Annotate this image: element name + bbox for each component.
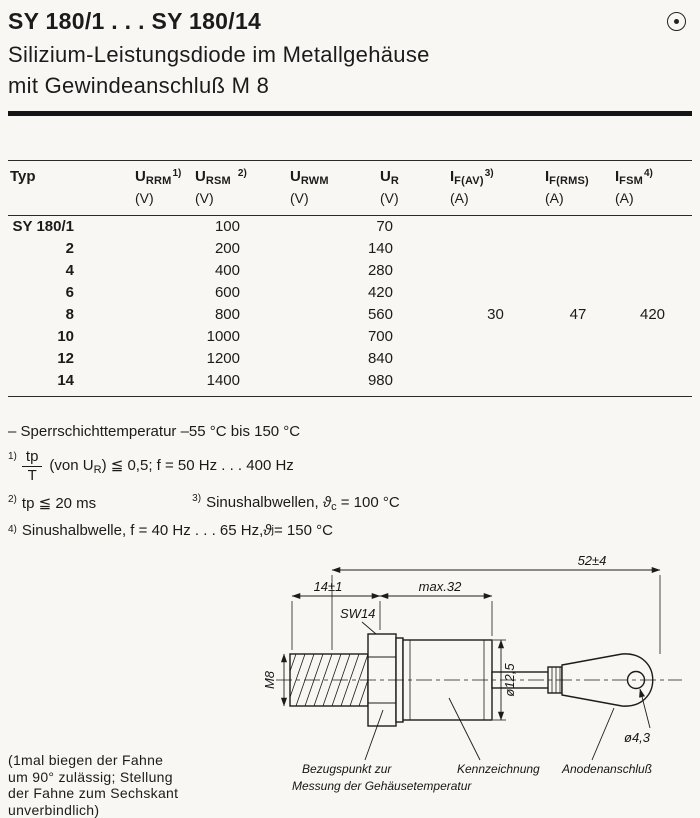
subtitle-line1: Silizium-Leistungsdiode im Metallgehäuse xyxy=(8,40,692,71)
voltage-rwm-r: 280 xyxy=(288,260,448,282)
col-unit: (A) xyxy=(545,190,613,206)
col-label: U xyxy=(380,168,391,185)
current-ifsm xyxy=(613,370,692,397)
current-ifsm xyxy=(613,215,692,238)
col-unit: (V) xyxy=(380,190,448,206)
col-label: I xyxy=(615,168,619,185)
col-header-ifrms: $I_{F(RMS)}$ (A) xyxy=(543,160,613,215)
voltage-rrm-rsm: 600 xyxy=(133,282,288,304)
col-header-ur: $U_R$ (V) xyxy=(378,160,448,215)
footnotes xyxy=(8,423,692,539)
label-reference-point-line2: Messung der Gehäusetemperatur xyxy=(292,779,472,793)
col-label: I xyxy=(450,168,454,185)
type-label: 4 xyxy=(8,261,74,280)
voltage-rwm-r: 420 xyxy=(288,282,448,304)
table-row xyxy=(8,348,692,370)
wrench-leader-line xyxy=(362,622,376,634)
current-if-av xyxy=(448,238,543,260)
table-row xyxy=(8,326,692,348)
current-if-rms xyxy=(543,348,613,370)
col-header-ifsm: $I_{FSM}^{4)}$ (A) xyxy=(613,160,692,215)
col-label: U xyxy=(135,168,146,185)
dim-body-length: max.32 xyxy=(419,579,462,594)
wrench-size-label: SW14 xyxy=(340,606,375,621)
voltage-rwm-r: 560 xyxy=(288,304,448,326)
current-if-av: 30 xyxy=(448,304,543,326)
voltage-rrm-rsm: 1200 xyxy=(133,348,288,370)
col-unit: (V) xyxy=(135,190,193,206)
voltage-rwm-r: 70 xyxy=(288,215,448,238)
bend-note-line: (1mal biegen der Fahne xyxy=(8,752,178,769)
table-row xyxy=(8,215,692,238)
col-header-ifav: $I_{F(AV)}^{3)}$ (A) xyxy=(448,160,543,215)
table-row xyxy=(8,260,692,282)
type-label: 8 xyxy=(8,305,74,324)
page-title: SY 180/1 . . . SY 180/14 xyxy=(8,8,261,35)
current-if-av xyxy=(448,326,543,348)
current-ifsm xyxy=(613,238,692,260)
col-unit: (V) xyxy=(195,190,288,206)
type-label: 6 xyxy=(8,283,74,302)
current-ifsm xyxy=(613,348,692,370)
col-label: U xyxy=(290,168,301,185)
label-anode-connection: Anodenanschluß xyxy=(561,762,652,776)
current-if-rms xyxy=(543,260,613,282)
type-label: 10 xyxy=(8,327,74,346)
current-ifsm xyxy=(613,260,692,282)
bend-note-line: der Fahne zum Sechskant xyxy=(8,785,178,802)
col-label: U xyxy=(195,168,206,185)
col-unit: (A) xyxy=(615,190,692,206)
footnote-2-3-row xyxy=(8,493,692,513)
label-marking: Kennzeichnung xyxy=(457,762,540,776)
voltage-rwm-r: 980 xyxy=(288,370,448,397)
table-row xyxy=(8,238,692,260)
tp-over-t-fraction: $\frac{tp}{T}$ xyxy=(22,449,43,484)
current-ifsm xyxy=(613,282,692,304)
current-if-av xyxy=(448,348,543,370)
current-if-rms xyxy=(543,238,613,260)
footnote-2: $^{2)}$ tp ≦ 20 ms xyxy=(8,494,96,512)
col-header-typ xyxy=(8,160,133,215)
col-header-ursm: $U_{RSM}^{2)}$ (V) xyxy=(193,160,288,215)
footnote-4: 4) Sinushalbwelle, f = 40 Hz . . . 65 Hz, ϑ j = 150 °C xyxy=(8,522,692,539)
package-outline-drawing xyxy=(262,548,692,805)
voltage-rwm-r: 700 xyxy=(288,326,448,348)
current-if-rms xyxy=(543,370,613,397)
circled-dot-icon xyxy=(667,12,686,31)
footnote-1-text: (von $U_R$) ≦ 0,5; f = 50 Hz . . . 400 Hz xyxy=(49,456,293,476)
footnote-1: 1) $\frac{tp}{T}$ (von $U_R$) ≦ 0,5; f = 50 Hz . . . 400 Hz xyxy=(8,449,692,484)
header xyxy=(8,8,692,35)
label-reference-point-line1: Bezugspunkt zur xyxy=(302,762,392,776)
current-if-rms xyxy=(543,282,613,304)
subtitle-line2: mit Gewindeanschluß M 8 xyxy=(8,71,692,102)
bend-note-line: unverbindlich) xyxy=(8,802,178,818)
voltage-rrm-rsm: 1400 xyxy=(133,370,288,397)
table-row xyxy=(8,370,692,397)
footnote-3: $^{3)}$ Sinushalbwellen, $ϑ_c = 100$ °C xyxy=(192,493,400,513)
current-ifsm xyxy=(613,326,692,348)
junction-temp-text: – Sperrschichttemperatur –55 °C bis 150 °C xyxy=(8,423,300,440)
dim-thread-length: 14±1 xyxy=(314,579,343,594)
current-if-rms xyxy=(543,326,613,348)
dim-hole-diameter: ø4,3 xyxy=(624,730,651,745)
voltage-rwm-r: 840 xyxy=(288,348,448,370)
junction-temp-note xyxy=(8,423,692,440)
dim-overall-length: 52±4 xyxy=(578,553,607,568)
current-ifsm: 420 xyxy=(613,304,692,326)
col-unit: (A) xyxy=(450,190,543,206)
dim-body-diameter: ø12,5 xyxy=(502,663,517,697)
type-label: 14 xyxy=(8,371,74,390)
table-row xyxy=(8,304,692,326)
current-if-av xyxy=(448,215,543,238)
voltage-rrm-rsm: 200 xyxy=(133,238,288,260)
type-label: SY 180/1 xyxy=(8,217,74,236)
package-drawing-section xyxy=(0,548,700,808)
current-if-rms xyxy=(543,215,613,238)
voltage-rrm-rsm: 400 xyxy=(133,260,288,282)
thread-size-label: M8 xyxy=(262,670,277,689)
anode-leader xyxy=(592,708,614,760)
table-row xyxy=(8,282,692,304)
type-label: 2 xyxy=(8,239,74,258)
table-header-row xyxy=(8,160,692,215)
current-if-rms: 47 xyxy=(543,304,613,326)
header-divider xyxy=(8,111,692,116)
voltage-rwm-r: 140 xyxy=(288,238,448,260)
subtitle xyxy=(8,40,692,102)
flag-bend-note xyxy=(8,752,178,818)
col-header-urwm: $U_{RWM}$ (V) xyxy=(288,160,378,215)
col-unit: (V) xyxy=(290,190,378,206)
voltage-rrm-rsm: 800 xyxy=(133,304,288,326)
current-if-av xyxy=(448,282,543,304)
type-label: 12 xyxy=(8,349,74,368)
current-if-av xyxy=(448,260,543,282)
col-label: Typ xyxy=(10,168,36,185)
col-label: I xyxy=(545,168,549,185)
current-if-av xyxy=(448,370,543,397)
ratings-table xyxy=(8,160,692,398)
bend-note-line: um 90° zulässig; Stellung xyxy=(8,769,178,786)
col-header-urrm: $U_{RRM}^{1)}$ (V) xyxy=(133,160,193,215)
voltage-rrm-rsm: 1000 xyxy=(133,326,288,348)
voltage-rrm-rsm: 100 xyxy=(133,215,288,238)
